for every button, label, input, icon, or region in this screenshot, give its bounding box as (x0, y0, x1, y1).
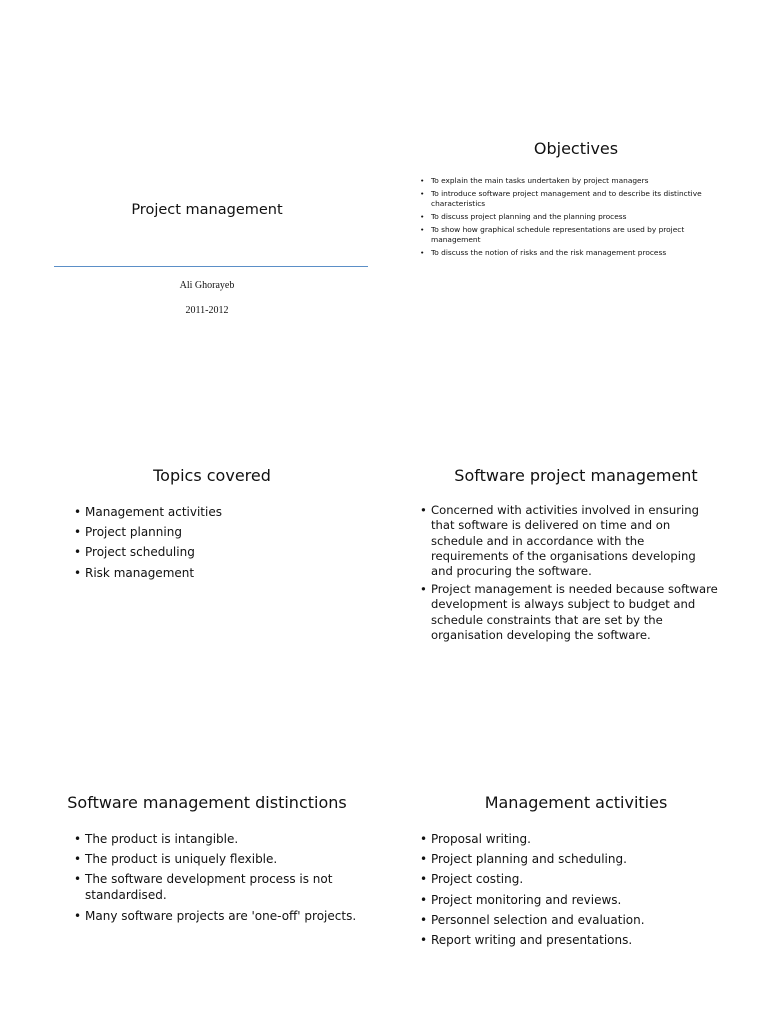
author-name: Ali Ghorayeb (179, 280, 235, 291)
bullet-icon: • (420, 852, 428, 867)
bullet-icon: • (420, 189, 425, 199)
slide-objectives (384, 0, 768, 340)
bullet-icon: • (74, 545, 82, 560)
bullet-icon: • (420, 892, 428, 907)
slide-software-project-management (384, 340, 768, 670)
list-item: • Project planning and scheduling. (420, 852, 627, 867)
academic-year: 2011-2012 (185, 305, 229, 316)
slide-objectives-heading: Objectives (533, 139, 619, 158)
slide-title-heading: Project management (131, 202, 283, 218)
bullet-icon: • (74, 832, 82, 846)
list-item: • Project planning (74, 525, 182, 540)
list-item: • Project management is needed because software development is always subject to budget and schedule constraints that are set by the organisation developing the software. (420, 581, 718, 642)
slide-distinctions-heading: Software management distinctions (67, 793, 347, 812)
bullet-icon: • (420, 581, 427, 596)
list-item: • To show how graphical schedule representations are used by project management (420, 224, 685, 244)
list-item: • Many software projects are 'one-off' projects. (74, 908, 357, 923)
list-item: • Management activities (74, 505, 222, 519)
bullet-icon: • (420, 912, 428, 927)
spm-list (420, 503, 720, 646)
list-item: • Concerned with activities involved in ensuring that software is delivered on time and on schedule and in accordance with the requirements of the organisations developing and procuring the software. (420, 503, 699, 579)
bullet-icon: • (420, 176, 425, 185)
objectives-list (420, 176, 720, 261)
topics-list (74, 504, 364, 585)
bullet-icon: • (74, 872, 82, 887)
list-item: • Risk management (74, 565, 195, 580)
slide-spm-heading: Software project management (454, 466, 698, 485)
bullet-icon: • (420, 503, 427, 517)
bullet-icon: • (420, 832, 428, 846)
list-item: • The product is uniquely flexible. (74, 852, 278, 867)
list-item: • To introduce software project management and to describe its distinctive characteristics (420, 189, 702, 208)
bullet-icon: • (420, 224, 425, 234)
title-divider (54, 266, 368, 267)
activities-list (420, 831, 720, 952)
list-item: • Report writing and presentations. (420, 932, 633, 947)
slide-title (0, 0, 384, 340)
distinctions-list (74, 831, 374, 928)
list-item: • The product is intangible. (74, 832, 239, 846)
bullet-icon: • (74, 908, 82, 923)
bullet-icon: • (74, 505, 82, 519)
bullet-icon: • (420, 211, 425, 221)
slide-management-activities (384, 670, 768, 1024)
list-item: • Project costing. (420, 872, 524, 887)
list-item: • To explain the main tasks undertaken by project managers (420, 176, 649, 185)
list-item: • Proposal writing. (420, 832, 531, 846)
bullet-icon: • (420, 932, 428, 947)
slide-topics (0, 340, 384, 670)
slide-management-distinctions (0, 670, 384, 1024)
list-item: • The software development process is not standardised. (74, 872, 333, 903)
list-item: • Project scheduling (74, 545, 195, 560)
slide-activities-heading: Management activities (484, 793, 668, 812)
list-item: • Project monitoring and reviews. (420, 892, 622, 907)
list-item: • To discuss the notion of risks and the risk management process (420, 247, 667, 257)
slide-topics-heading: Topics covered (153, 466, 271, 485)
bullet-icon: • (74, 852, 82, 867)
list-item: • To discuss project planning and the planning process (420, 211, 627, 221)
bullet-icon: • (74, 525, 82, 540)
bullet-icon: • (420, 872, 428, 887)
bullet-icon: • (420, 247, 425, 257)
bullet-icon: • (74, 565, 82, 580)
list-item: • Personnel selection and evaluation. (420, 912, 645, 927)
